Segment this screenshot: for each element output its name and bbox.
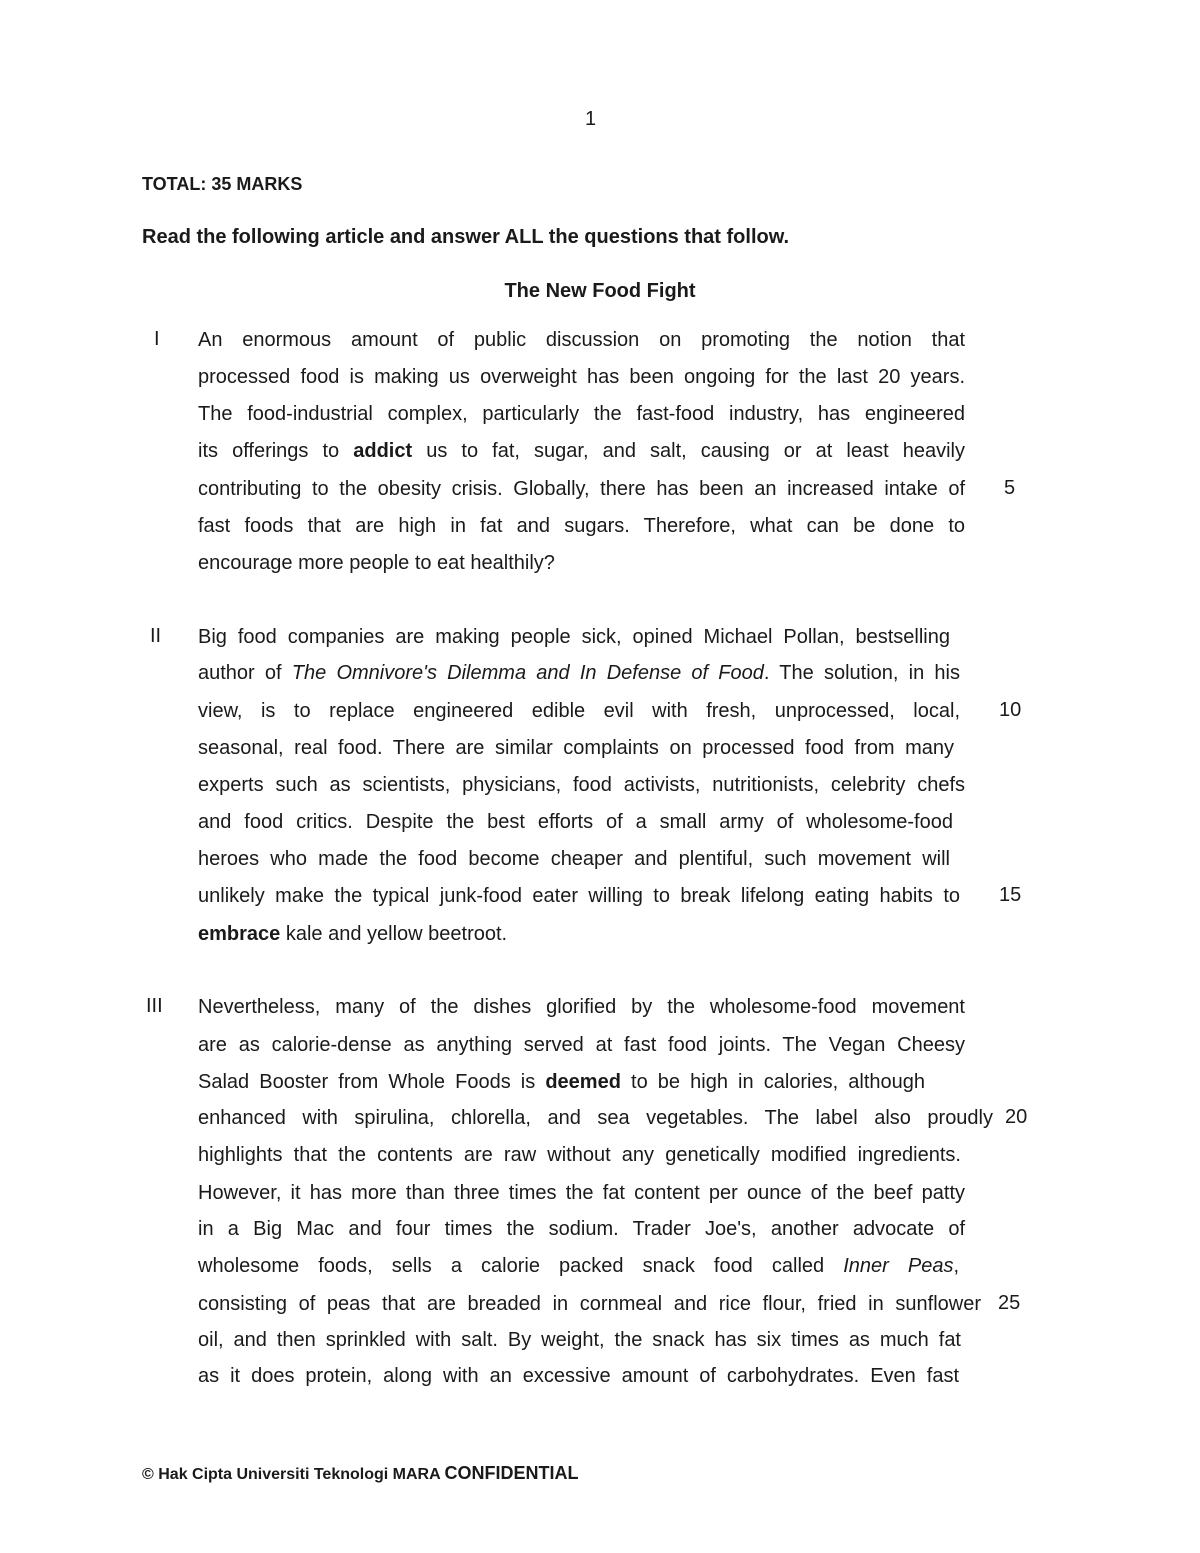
keyword-addict: addict [353, 440, 413, 462]
page-number: 1 [585, 108, 597, 130]
text-line: However, it has more than three times the fat content per ounce of the beef patty [198, 1182, 965, 1204]
text-line: The food-industrial complex, particularly the fast-food industry, has engineered [198, 403, 965, 425]
line-number: 5 [1004, 477, 1016, 499]
paragraph-numeral: III [146, 995, 163, 1017]
confidential-label: CONFIDENTIAL [444, 1463, 579, 1483]
line-number: 15 [999, 884, 1022, 906]
text-line: and food critics. Despite the best efforts of a small army of wholesome-food [198, 811, 953, 833]
total-marks: TOTAL: 35 MARKS [142, 174, 303, 194]
text-line: processed food is making us overweight has been ongoing for the last 20 years. [198, 366, 965, 388]
text-line: embrace kale and yellow beetroot. [198, 923, 508, 945]
text-line: as it does protein, along with an excessive amount of carbohydrates. Even fast [198, 1365, 959, 1387]
text-line: consisting of peas that are breaded in cornmeal and rice flour, fried in sunflower [198, 1293, 981, 1315]
text-line: experts such as scientists, physicians, food activists, nutritionists, celebrity chefs [198, 774, 965, 796]
line-number: 25 [998, 1292, 1021, 1314]
text-line: author of The Omnivore's Dilemma and In Defense of Food. The solution, in his [198, 662, 960, 684]
text-line: highlights that the contents are raw without any genetically modified ingredients. [198, 1144, 961, 1166]
copyright-notice: © Hak Cipta Universiti Teknologi MARA [142, 1466, 441, 1483]
line-number: 10 [999, 699, 1022, 721]
text-line: view, is to replace engineered edible evil with fresh, unprocessed, local, [198, 700, 960, 722]
text-line: Salad Booster from Whole Foods is deemed to be high in calories, although [198, 1071, 925, 1093]
paragraph-numeral: II [150, 625, 162, 647]
text-line: oil, and then sprinkled with salt. By weight, the snack has six times as much fat [198, 1329, 961, 1351]
text-line: wholesome foods, sells a calorie packed snack food called Inner Peas, [198, 1255, 960, 1277]
text-line: in a Big Mac and four times the sodium. Trader Joe's, another advocate of [198, 1218, 965, 1240]
text-line: Nevertheless, many of the dishes glorified by the wholesome-food movement [198, 996, 965, 1018]
product-name: Inner Peas [843, 1255, 954, 1277]
article-title: The New Food Fight [504, 280, 696, 302]
text-line: enhanced with spirulina, chlorella, and sea vegetables. The label also proudly [198, 1107, 993, 1129]
keyword-embrace: embrace [198, 923, 281, 945]
paragraph-numeral: I [154, 328, 160, 350]
line-number: 20 [1005, 1106, 1028, 1128]
text-line: seasonal, real food. There are similar complaints on processed food from many [198, 737, 954, 759]
text-line: are as calorie-dense as anything served at fast food joints. The Vegan Cheesy [198, 1034, 965, 1056]
footer [142, 1463, 579, 1484]
text-line: contributing to the obesity crisis. Globally, there has been an increased intake of [198, 478, 965, 500]
instruction: Read the following article and answer ALL the questions that follow. [142, 226, 790, 248]
text-line: unlikely make the typical junk-food eater willing to break lifelong eating habits to [198, 885, 960, 907]
text-line: its offerings to addict us to fat, sugar, and salt, causing or at least heavily [198, 440, 965, 462]
text-line: heroes who made the food become cheaper and plentiful, such movement will [198, 848, 950, 870]
keyword-deemed: deemed [545, 1071, 621, 1093]
text-line: fast foods that are high in fat and sugars. Therefore, what can be done to [198, 515, 965, 537]
book-titles: The Omnivore's Dilemma and In Defense of Food [291, 662, 764, 684]
text-line: encourage more people to eat healthily? [198, 552, 555, 574]
text-line: An enormous amount of public discussion on promoting the notion that [198, 329, 965, 351]
text-line: Big food companies are making people sick, opined Michael Pollan, bestselling [198, 626, 950, 648]
